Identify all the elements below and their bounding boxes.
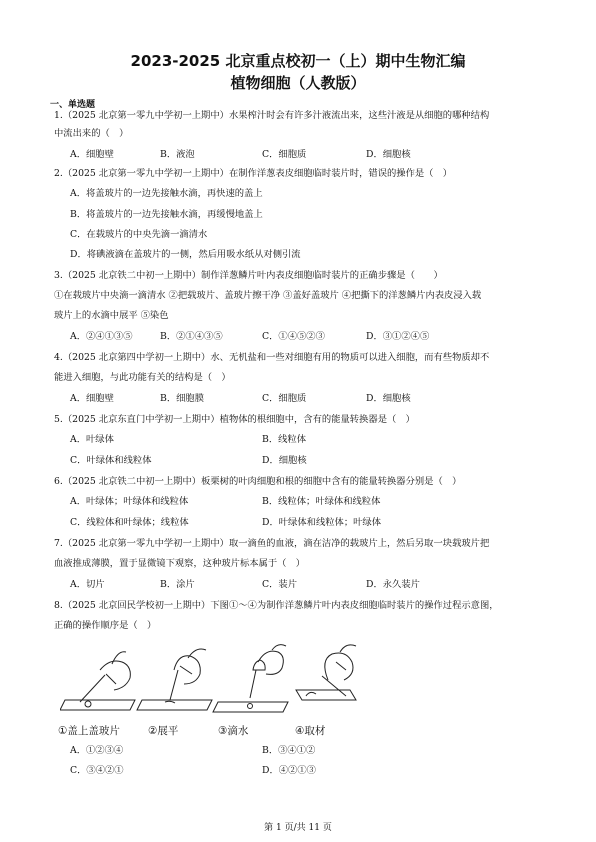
question-7-option-b: B．涂片 bbox=[160, 579, 195, 590]
question-7-option-d: D．永久装片 bbox=[366, 579, 420, 590]
question-8-option-b: B．③④①② bbox=[262, 745, 316, 756]
page-footer: 第 1 页/共 11 页 bbox=[264, 823, 332, 833]
question-7-line-1: 7.（2025 北京第一零九中学初一上期中）取一滴鱼的血液，滴在洁净的载玻片上，然后另取一块载玻片把 bbox=[54, 538, 490, 549]
question-3-option-c: C．①④⑤②③ bbox=[262, 331, 325, 342]
slide-preparation-figure bbox=[60, 640, 360, 720]
question-5-option-c: C．叶绿体和线粒体 bbox=[70, 455, 152, 466]
question-1-line-1: 1.（2025 北京第一零九中学初一上期中）水果榨汁时会有许多汁液流出来，这些汁液是从细胞的哪种结构 bbox=[54, 110, 490, 121]
question-5-option-b: B．线粒体 bbox=[262, 434, 307, 445]
question-3-option-b: B．②①④③⑤ bbox=[160, 331, 223, 342]
question-1-option-d: D．细胞核 bbox=[366, 149, 411, 160]
question-6-option-c: C．线粒体和叶绿体；线粒体 bbox=[70, 517, 189, 528]
question-6-option-d: D．叶绿体和线粒体；叶绿体 bbox=[262, 517, 382, 528]
section-heading: 一、单选题 bbox=[50, 100, 96, 110]
question-1-line-2: 中流出来的（ ） bbox=[54, 128, 129, 139]
question-6-line-1: 6.（2025 北京铁二中初一上期中）板栗树的叶肉细胞和根的细胞中含有的能量转换器分别是（ ） bbox=[54, 476, 462, 487]
question-4-option-b: B．细胞膜 bbox=[160, 393, 205, 404]
question-7-option-a: A．切片 bbox=[70, 579, 105, 590]
figure-caption-4: ④取材 bbox=[295, 725, 326, 737]
question-2-option-b: B．将盖玻片的一边先接触水滴，再缓慢地盖上 bbox=[70, 209, 263, 220]
question-1-option-a: A．细胞壁 bbox=[70, 149, 114, 160]
question-4-option-d: D．细胞核 bbox=[366, 393, 411, 404]
question-2-option-d: D．将碘液滴在盖玻片的一侧，然后用吸水纸从对侧引流 bbox=[70, 249, 301, 260]
question-5-option-d: D．细胞核 bbox=[262, 455, 307, 466]
question-4-option-c: C．细胞质 bbox=[262, 393, 307, 404]
question-5-option-a: A．叶绿体 bbox=[70, 434, 114, 445]
document-title: 2023-2025 北京重点校初一（上）期中生物汇编 bbox=[130, 52, 466, 70]
question-2-line-1: 2.（2025 北京第一零九中学初一上期中）在制作洋葱表皮细胞临时装片时，错误的操作是（ ） bbox=[54, 168, 453, 179]
question-8-option-c: C．③④②① bbox=[70, 765, 124, 776]
question-3-line-3: 玻片上的水滴中展平 ⑤染色 bbox=[54, 310, 169, 321]
question-4-option-a: A．细胞壁 bbox=[70, 393, 114, 404]
question-3-line-2: ①在载玻片中央滴一滴清水 ②把载玻片、盖玻片擦干净 ③盖好盖玻片 ④把撕下的洋葱鳞片内表皮浸入载 bbox=[54, 290, 482, 301]
step-1-cover-slip-drawing bbox=[60, 652, 135, 710]
question-1-option-b: B．液泡 bbox=[160, 149, 195, 160]
question-2-option-a: A．将盖玻片的一边先接触水滴，再快速的盖上 bbox=[70, 188, 263, 199]
figure-caption-2: ②展平 bbox=[148, 725, 179, 737]
question-1-option-c: C．细胞质 bbox=[262, 149, 307, 160]
question-3-option-a: A．②④①③⑤ bbox=[70, 331, 133, 342]
step-3-drop-water-drawing bbox=[213, 645, 288, 712]
step-2-spread-drawing bbox=[137, 649, 212, 710]
question-8-line-1: 8.（2025 北京回民学校初一上期中）下图①～④为制作洋葱鳞片叶内表皮细胞临时装片的操作过程示意图， bbox=[54, 600, 499, 611]
question-4-line-2: 能进入细胞，与此功能有关的结构是（ ） bbox=[54, 372, 231, 383]
question-7-line-2: 血液推成薄膜，置于显微镜下观察，这种玻片标本属于（ ） bbox=[54, 558, 306, 569]
question-6-option-a: A．叶绿体；叶绿体和线粒体 bbox=[70, 496, 189, 507]
question-8-line-2: 正确的操作顺序是（ ） bbox=[54, 620, 157, 631]
question-3-line-1: 3.（2025 北京铁二中初一上期中）制作洋葱鳞片叶内表皮细胞临时装片的正确步骤是（ ） bbox=[54, 270, 443, 281]
question-7-option-c: C．装片 bbox=[262, 579, 298, 590]
figure-caption-3: ③滴水 bbox=[218, 725, 249, 737]
question-8-option-a: A．①②③④ bbox=[70, 745, 124, 756]
question-5-line-1: 5.（2025 北京东直门中学初一上期中）植物体的根细胞中，含有的能量转换器是（ ） bbox=[54, 414, 415, 425]
question-4-line-1: 4.（2025 北京第四中学初一上期中）水、无机盐和一些对细胞有用的物质可以进入细胞，而有些物质却不 bbox=[54, 352, 490, 363]
question-6-option-b: B．线粒体；叶绿体和线粒体 bbox=[262, 496, 381, 507]
question-2-option-c: C．在载玻片的中央先滴一滴清水 bbox=[70, 229, 208, 240]
question-3-option-d: D．③①②④⑤ bbox=[366, 331, 430, 342]
step-4-take-material-drawing bbox=[296, 645, 356, 700]
figure-caption-1: ①盖上盖玻片 bbox=[58, 725, 120, 737]
question-8-option-d: D．④②①③ bbox=[262, 765, 316, 776]
document-subtitle: 植物细胞（人教版） bbox=[230, 74, 366, 92]
